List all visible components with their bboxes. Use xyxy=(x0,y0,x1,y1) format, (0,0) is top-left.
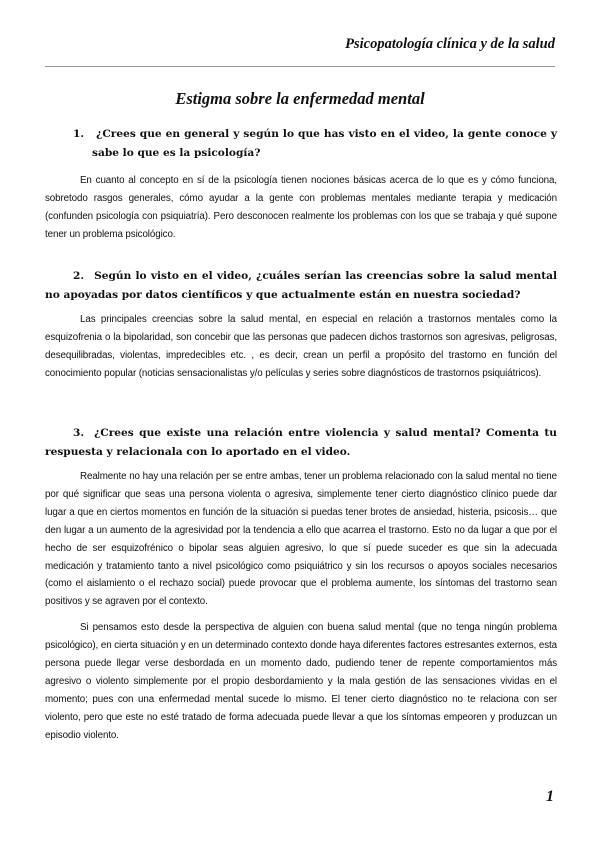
question-heading xyxy=(45,267,557,305)
question-heading xyxy=(45,125,557,163)
section-3 xyxy=(45,424,557,753)
question-number: 2. xyxy=(73,270,85,282)
question-text: ¿Crees que en general y según lo que has visto en el video, la gente conoce y sabe lo que es la psicología? xyxy=(92,128,557,159)
answer-paragraph: En cuanto al concepto en sí de la psicología tienen nociones básicas acerca de lo que es y cómo funciona, sobretodo rasgos generales, cómo ayudar a la gente con problemas mentales mediante terapia y medicación (confunden psicología con psiquiatría). Pero desconocen realmente los problemas con los que se trabaja y qué supone tener un problema psicológico. xyxy=(45,175,557,240)
question-number: 1. xyxy=(73,128,85,140)
answer-paragraph: Las principales creencias sobre la salud mental, en especial en relación a trastornos mentales como la esquizofrenia o la bipolaridad, son concebir que las personas que padecen dichos trastornos son agresivas, peligrosas, desequilibradas, violentas, impredecibles etc. , es decir, crean un perfil a propósito del trastorno en función del conocimiento popular (noticias sensacionalistas y/o películas y series sobre diagnósticos de trastornos psiquiátricos). xyxy=(45,314,557,379)
running-header: Psicopatología clínica y de la salud xyxy=(345,36,555,52)
section-2 xyxy=(45,267,557,391)
header-divider xyxy=(45,66,555,67)
question-heading xyxy=(45,424,557,462)
question-text: Según lo visto en el video, ¿cuáles serían las creencias sobre la salud mental no apoyadas por datos científicos y que actualmente están en nuestra sociedad? xyxy=(45,270,557,301)
answer-paragraph: Realmente no hay una relación per se entre ambas, tener un problema relacionado con la salud mental no tiene por qué significar que seas una persona violenta o agresiva, simplemente tener cierto diagnóstico clínico puede dar lugar a que en ciertos momentos en función de la situación si puedas tener brotes de ansiedad, histeria, psicosis… que den lugar a un aumento de la agresividad por la tendencia a ello que acarrea el trastorno. Esto no da lugar a que por el hecho de ser esquizofrénico o bipolar seas alguien agresivo, lo que sí puede suceder es que sin la adecuada medicación y tratamiento tanto a nivel psicológico como psiquiátrico y sin los recursos o apoyos sociales necesarios (como el aislamiento o el rechazo social) puede provocar que el problema aumente, los síntomas del trastorno sean positivos y se agraven por el contexto. xyxy=(45,471,557,608)
document-title: Estigma sobre la enfermedad mental xyxy=(175,89,425,108)
question-text: ¿Crees que existe una relación entre violencia y salud mental? Comenta tu respuesta y relacionala con lo aportado en el video. xyxy=(45,427,557,458)
answer-paragraph: Si pensamos esto desde la perspectiva de alguien con buena salud mental (que no tenga ningún problema psicológico), en cierta situación y en un determinado contexto donde haya diferentes factores estresantes externos, esta persona puede llegar verse desbordada en un momento dado, pudiendo tener de repente comportamientos más agresivo o violento simplemente por el propio desbordamiento y la mala gestión de las sensaciones vividas en el momento; pues con una enfermedad mental sucede lo mismo. El tener cierto diagnóstico no te relaciona con ser violento, pero que este no esté tratado de forma adecuada puede llevar a que los síntomas empeoren y produzcan un episodio violento. xyxy=(45,622,557,741)
page-number: 1 xyxy=(546,788,554,805)
question-number: 3. xyxy=(73,427,85,439)
section-1 xyxy=(45,125,557,252)
